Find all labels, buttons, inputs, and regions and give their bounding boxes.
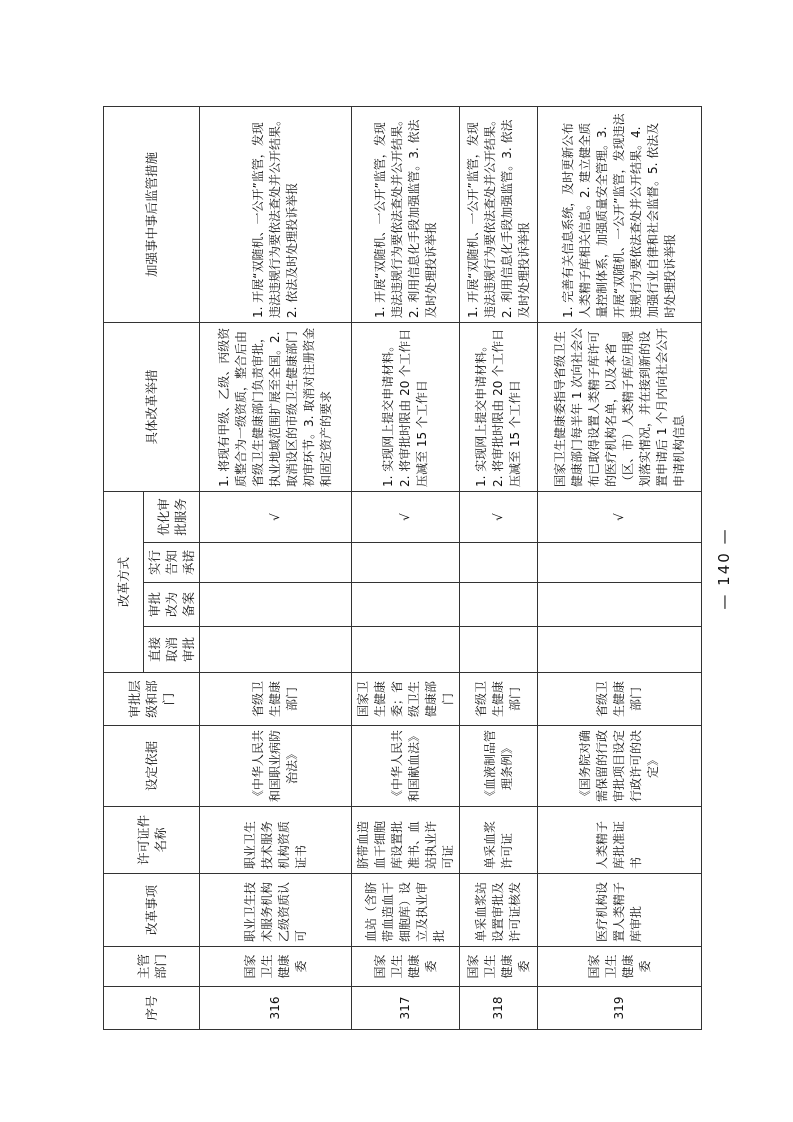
header-level: 审批层级和部门	[104, 673, 200, 726]
cell-item: 职业卫生技术服务机构乙级资质认可	[200, 874, 352, 947]
cell-basis: 《血液制品管理条例》	[460, 726, 538, 807]
table-row	[352, 106, 460, 1029]
cell-cancel	[200, 627, 352, 673]
cell-license: 脐带血造血干细胞库设置批准书、血站执业许可证	[352, 807, 460, 874]
cell-supervision: 1. 完善有关信息系统，及时更新公布人类精子库相关信息。2. 建立健全质量控制体系，加强质量安全管理。3. 开展“双随机、一公开”监管，发现违法违规行为要依法查处并公开结果。4. 加强行业自律和社会监督。5. 依法及时处理投诉举报	[538, 106, 702, 322]
header-filing: 审批改为备案	[144, 583, 200, 627]
header-cancel: 直接取消审批	[144, 627, 200, 673]
cell-dept: 国家卫生健康委	[200, 947, 352, 987]
cell-seq: 317	[352, 987, 460, 1030]
cell-seq: 318	[460, 987, 538, 1030]
cell-item: 血站（含脐带血造血干细胞库）设立及执业审批	[352, 874, 460, 947]
cell-level: 省级卫生健康部门	[200, 673, 352, 726]
cell-level: 省级卫生健康部门	[460, 673, 538, 726]
cell-license: 职业卫生技术服务机构资质证书	[200, 807, 352, 874]
cell-basis: 《中华人民共和国职业病防治法》	[200, 726, 352, 807]
header-license: 许可证件名称	[104, 807, 200, 874]
cell-measures: 1. 实现网上提交申请材料。 2. 将审批时限由 20 个工作日压减至 15 个工作日	[352, 322, 460, 491]
cell-license: 单采血浆许可证	[460, 807, 538, 874]
cell-cancel	[538, 627, 702, 673]
table-row	[200, 106, 352, 1029]
cell-cancel	[460, 627, 538, 673]
page-number: — 140 —	[715, 527, 733, 610]
rotated-page	[103, 107, 733, 1030]
check-mark-cell: √	[460, 491, 538, 542]
cell-dept: 国家卫生健康委	[460, 947, 538, 987]
header-basis: 设定依据	[104, 726, 200, 807]
cell-supervision: 1. 开展“双随机、一公开”监管，发现违法违规行为要依法查处并公开结果。2. 利用信息化手段加强监管。3. 依法及时处理投诉举报	[352, 106, 460, 322]
check-mark-cell: √	[200, 491, 352, 542]
cell-notify	[200, 543, 352, 583]
cell-filing	[352, 583, 460, 627]
cell-measures: 国家卫生健康委指导省级卫生健康部门每半年 1 次向社会公布已取得设置人类精子库许可的医疗机构名单，以及本省（区、市）人类精子库应用规划落实情况，并在接到新的设置申请后 1 个月内向社会公开申请机构信息	[538, 322, 702, 491]
header-item: 改革事项	[104, 874, 200, 947]
cell-seq: 316	[200, 987, 352, 1030]
table-row	[538, 106, 702, 1029]
cell-cancel	[352, 627, 460, 673]
cell-seq: 319	[538, 987, 702, 1030]
cell-notify	[538, 543, 702, 583]
cell-filing	[200, 583, 352, 627]
cell-measures: 1. 实现网上提交申请材料。 2. 将审批时限由 20 个工作日压减至 15 个工作日	[460, 322, 538, 491]
cell-license: 人类精子库批准证书	[538, 807, 702, 874]
cell-filing	[538, 583, 702, 627]
cell-dept: 国家卫生健康委	[352, 947, 460, 987]
table-row	[460, 106, 538, 1029]
header-dept: 主管部门	[104, 947, 200, 987]
header-notify: 实行告知承诺	[144, 543, 200, 583]
header-row	[104, 106, 144, 1029]
header-optimize: 优化审批服务	[144, 491, 200, 542]
cell-basis: 《中华人民共和国献血法》	[352, 726, 460, 807]
cell-level: 省级卫生健康部门	[538, 673, 702, 726]
cell-supervision: 1. 开展“双随机、一公开”监管，发现违法违规行为要依法查处并公开结果。2. 利用信息化手段加强监管。3. 依法及时处理投诉举报	[460, 106, 538, 322]
check-mark-cell: √	[352, 491, 460, 542]
header-measures: 具体改革举措	[104, 322, 200, 491]
reform-table	[103, 106, 702, 1030]
cell-dept: 国家卫生健康委	[538, 947, 702, 987]
header-method-group: 改革方式	[104, 491, 144, 672]
cell-item: 医疗机构设置人类精子库审批	[538, 874, 702, 947]
cell-measures: 1. 将现有甲级、乙级、丙级资质整合为一级资质，整合后由省级卫生健康部门负责审批，执业地域范围扩展至全国。2. 取消设区的市级卫生健康部门初审环节。3. 取消对注册资金和固定资产的要求	[200, 322, 352, 491]
cell-notify	[460, 543, 538, 583]
header-seq: 序号	[104, 987, 200, 1030]
cell-item: 单采血浆站设置审批及许可证核发	[460, 874, 538, 947]
cell-basis: 《国务院对确需保留的行政审批项目设定行政许可的决定》	[538, 726, 702, 807]
cell-filing	[460, 583, 538, 627]
cell-supervision: 1. 开展“双随机、一公开”监管，发现违法违规行为要依法查处并公开结果。2. 依法及时处理投诉举报	[200, 106, 352, 322]
check-mark-cell: √	[538, 491, 702, 542]
header-supervision: 加强事中事后监管措施	[104, 106, 200, 322]
cell-notify	[352, 543, 460, 583]
cell-level: 国家卫生健康委；省级卫生健康部门	[352, 673, 460, 726]
